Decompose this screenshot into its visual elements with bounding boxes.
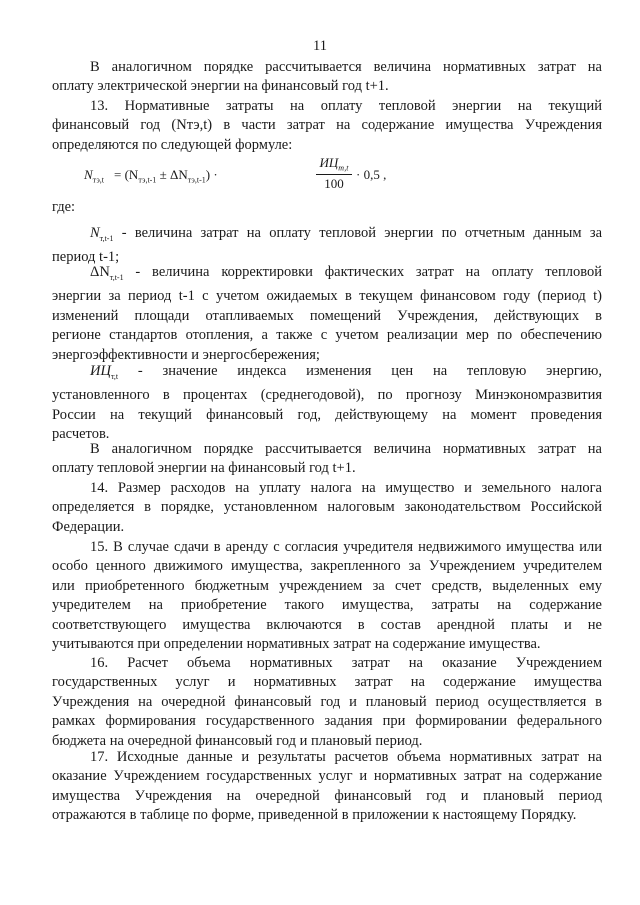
- text-line: 17. Исходные данные и результаты расчетов объема нормативных затрат на: [90, 749, 602, 765]
- paragraph-13: [52, 97, 602, 155]
- text-line: энергии за период t-1 с учетом ожидаемых в текущем финансовом году (период t): [52, 288, 602, 305]
- text-line: оплату электрической энергии на финансовый год t+1.: [52, 78, 389, 95]
- text-line: 14. Размер расходов на уплату налога на имущество и земельного налога: [90, 480, 602, 496]
- text-line: рамках формирования государственного задания при формировании федерального: [52, 713, 602, 730]
- text-line: В аналогичном порядке рассчитывается величина нормативных затрат на: [90, 441, 602, 457]
- text-line: учитываются при определении нормативных затрат на содержание имущества.: [52, 636, 541, 653]
- text-line: или приобретенного бюджетным учреждением за счет средств, выделенных ему: [52, 577, 602, 594]
- paragraph-14: [52, 479, 602, 537]
- definition-delta-n: [52, 263, 602, 365]
- text-line: 15. В случае сдачи в аренду с согласия учредителя недвижимого имущества или: [90, 539, 602, 555]
- text-line: оказание Учреждением государственных услуг и нормативных затрат на содержание: [52, 768, 602, 785]
- text-line: В аналогичном порядке рассчитывается величина нормативных затрат на: [90, 59, 602, 75]
- text-line: $N_{т,t-1}$ - величина затрат на оплату тепловой энергии по отчетным данным за: [90, 225, 603, 243]
- text-line: период t-1;: [52, 249, 120, 266]
- paragraph-17: [52, 748, 602, 826]
- paragraph-electric-t1: [52, 58, 602, 97]
- text-line: установленного в процентах (среднегодовой), по прогнозу Минэкономразвития: [52, 387, 602, 404]
- text-line: бюджета на очередной финансовый год и плановый период.: [52, 732, 423, 749]
- text-line: определяется в порядке, установленном налоговым законодательством Российской: [52, 499, 602, 516]
- paragraph-16: [52, 654, 602, 751]
- definition-ic: [52, 362, 602, 445]
- text-line: учредителем на приобретение такого имущества, затраты на содержание: [52, 597, 602, 614]
- text-line: определяются по следующей формуле:: [52, 136, 293, 153]
- formula-fraction: [316, 155, 352, 192]
- formula-body: = $(N_{тэ,t-1} \pm \Delta N_{тэ,t-1})$ ·: [114, 167, 218, 185]
- formula-tail: · 0,5 ,: [356, 167, 387, 182]
- symbol-ic: $ИЦ_{т,t}$: [90, 363, 119, 381]
- text-line: государственных услуг и нормативных затрат на содержание имущества: [52, 674, 602, 691]
- text-line: расчетов.: [52, 426, 110, 443]
- text-line: отражаются в таблице по форме, приведенной в приложении к настоящему Порядку.: [52, 807, 577, 824]
- definition-n: [52, 224, 602, 268]
- text-line: 16. Расчет объема нормативных затрат на оказание Учреждением: [90, 655, 602, 671]
- symbol-n: $N_{т,t-1}$: [90, 225, 114, 243]
- text-line: энергоэффективности и энергосбережения;: [52, 346, 320, 363]
- paragraph-15: [52, 538, 602, 654]
- text-line: Учреждения на очередной финансовый год и плановый период осуществляется в: [52, 693, 602, 710]
- formula-lhs: $N_{тэ,t}$: [84, 167, 105, 185]
- text-line: финансовый год (Nтэ,t) в части затрат на содержание имущества Учреждения: [52, 117, 602, 134]
- fraction-numerator: $ИЦ_{т,t}$: [316, 155, 352, 175]
- heat-energy-formula: [84, 155, 387, 195]
- text-line: $ИЦ_{т,t}$ - значение индекса изменения цен на тепловую энергию,: [90, 363, 603, 381]
- fraction-denominator: 100: [324, 175, 344, 191]
- text-line: 13. Нормативные затраты на оплату тепловой энергии на текущий: [90, 98, 602, 114]
- text-line: имущества Учреждения на очередной финансовый год и плановый период: [52, 787, 602, 804]
- symbol-delta-n: $\Delta N_{т,t-1}$: [90, 264, 124, 282]
- text-line: Федерации.: [52, 518, 125, 535]
- text-line: соответствующего имущества включаются в состав арендной платы и не: [52, 616, 602, 633]
- text-line: России на текущий финансовый год, действующему на момент проведения: [52, 406, 602, 423]
- text-line: оплату тепловой энергии на финансовый год t+1.: [52, 460, 356, 477]
- text-line: регионе стандартов отопления, а также с учетом реализации мер по обеспечению: [52, 327, 602, 344]
- where-label: [52, 198, 602, 217]
- text-line: $\Delta N_{т,t-1}$ - величина корректировки фактических затрат на оплату тепловой: [90, 264, 602, 282]
- text-line: особо ценного движимого имущества, закрепленного за Учреждением учредителем: [52, 558, 602, 575]
- page-number: 11: [313, 38, 327, 54]
- paragraph-heat-t1: [52, 440, 602, 479]
- text-line: изменений площади отапливаемых помещений Учреждения, действующих в: [52, 307, 602, 324]
- text-line: где:: [52, 199, 76, 215]
